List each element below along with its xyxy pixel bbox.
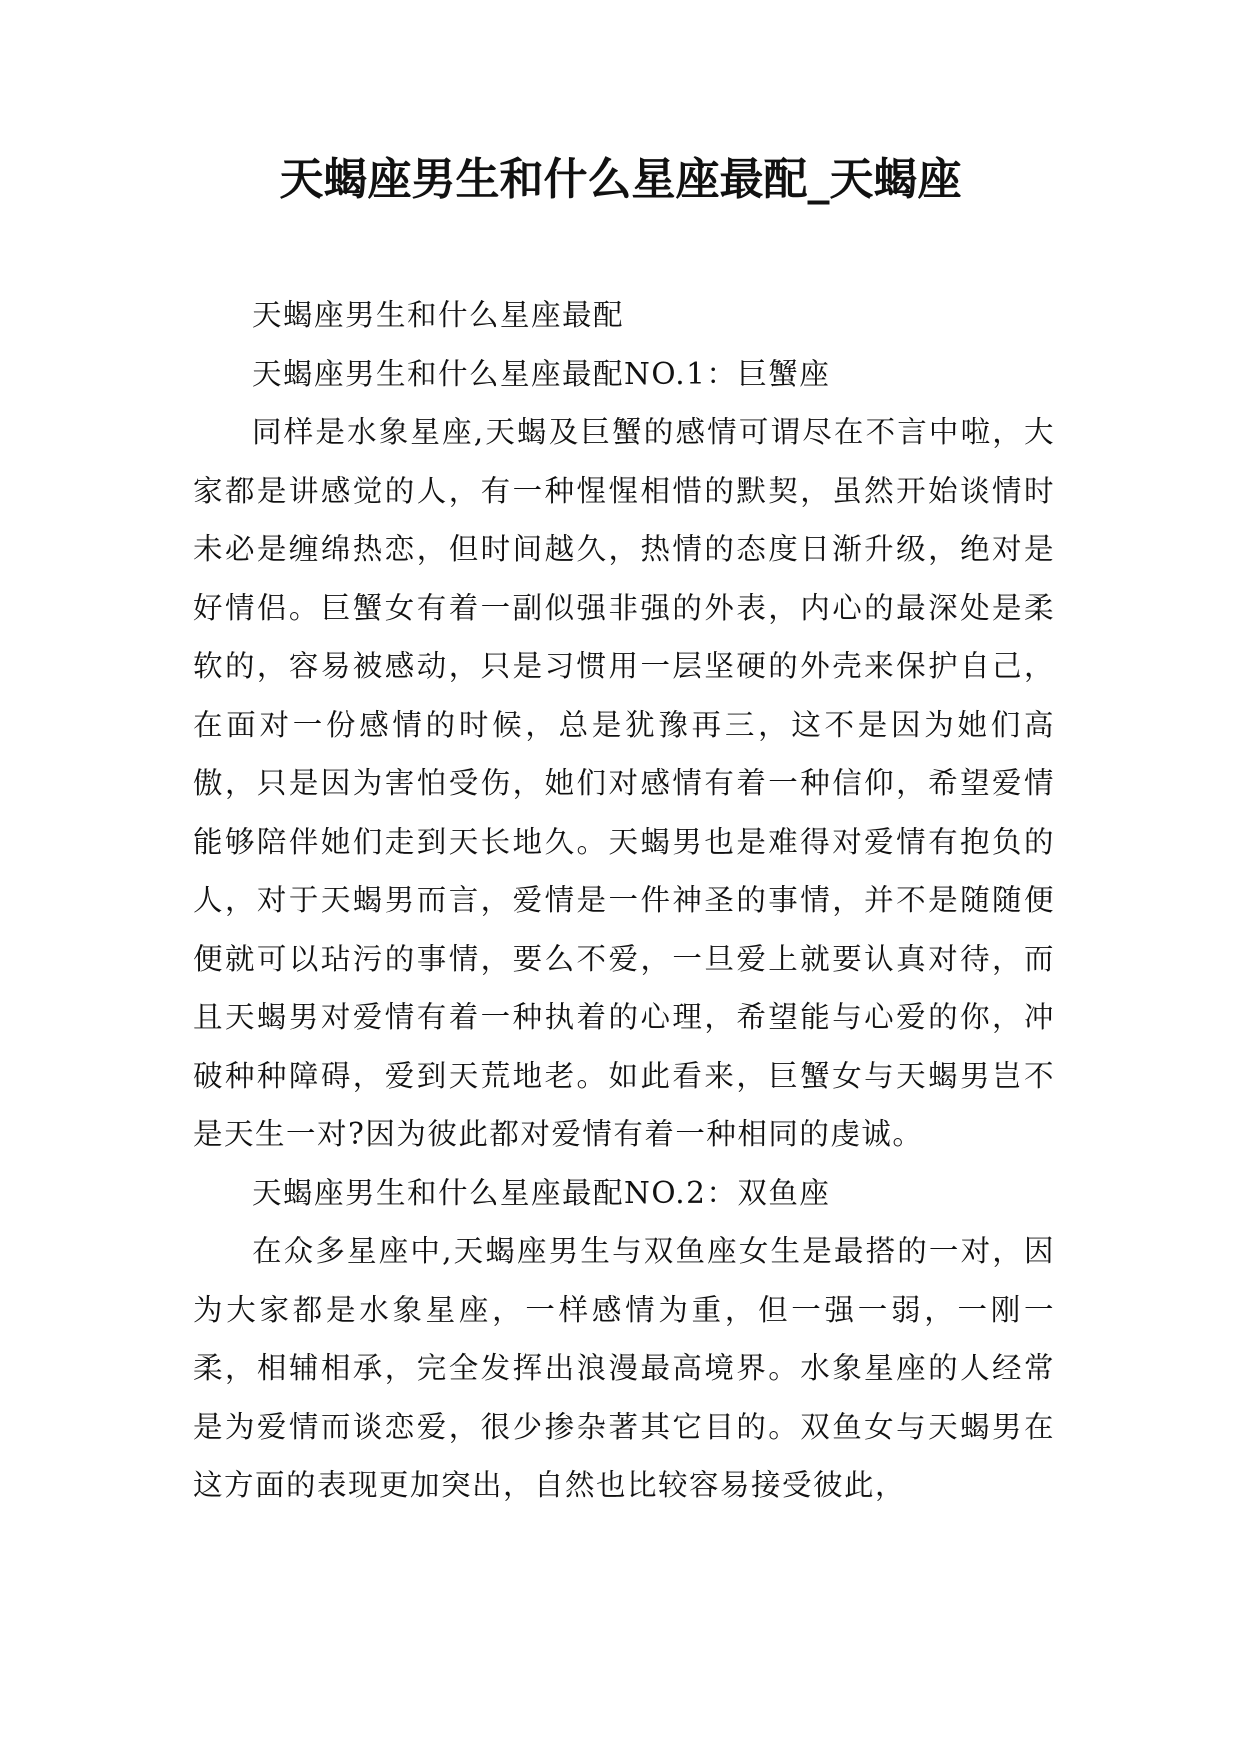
paragraph-cancer: 同样是水象星座,天蝎及巨蟹的感情可谓尽在不言中啦，大家都是讲感觉的人，有一种惺惺相惜的默契，虽然开始谈情时未必是缠绵热恋，但时间越久，热情的态度日渐升级，绝对是好情侣。巨蟹女有着一副似强非强的外表，内心的最深处是柔软的，容易被感动，只是习惯用一层坚硬的外壳来保护自己，在面对一份感情的时候，总是犹豫再三，这不是因为她们高傲，只是因为害怕受伤，她们对感情有着一种信仰，希望爱情能够陪伴她们走到天长地久。天蝎男也是难得对爱情有抱负的人，对于天蝎男而言，爱情是一件神圣的事情，并不是随随便便就可以玷污的事情，要么不爱，一旦爱上就要认真对待，而且天蝎男对爱情有着一种执着的心理，希望能与心爱的你，冲破种种障碍，爱到天荒地老。如此看来，巨蟹女与天蝎男岂不是天生一对?因为彼此都对爱情有着一种相同的虔诚。 — [193, 415, 1055, 1151]
paragraph-pisces: 在众多星座中,天蝎座男生与双鱼座女生是最搭的一对，因为大家都是水象星座，一样感情为重，但一强一弱，一刚一柔，相辅相承，完全发挥出浪漫最高境界。水象星座的人经常是为爱情而谈恋爱，很少掺杂著其它目的。双鱼女与天蝎男在这方面的表现更加突出，自然也比较容易接受彼此， — [193, 1234, 1055, 1502]
document-body — [193, 286, 1055, 1515]
section-heading-pisces: 天蝎座男生和什么星座最配NO.2：双鱼座 — [252, 1175, 831, 1210]
section-heading-cancer: 天蝎座男生和什么星座最配NO.1：巨蟹座 — [252, 356, 831, 391]
paragraph-heading: 天蝎座男生和什么星座最配 — [252, 298, 625, 332]
document-title: 天蝎座男生和什么星座最配_天蝎座 — [279, 154, 962, 205]
